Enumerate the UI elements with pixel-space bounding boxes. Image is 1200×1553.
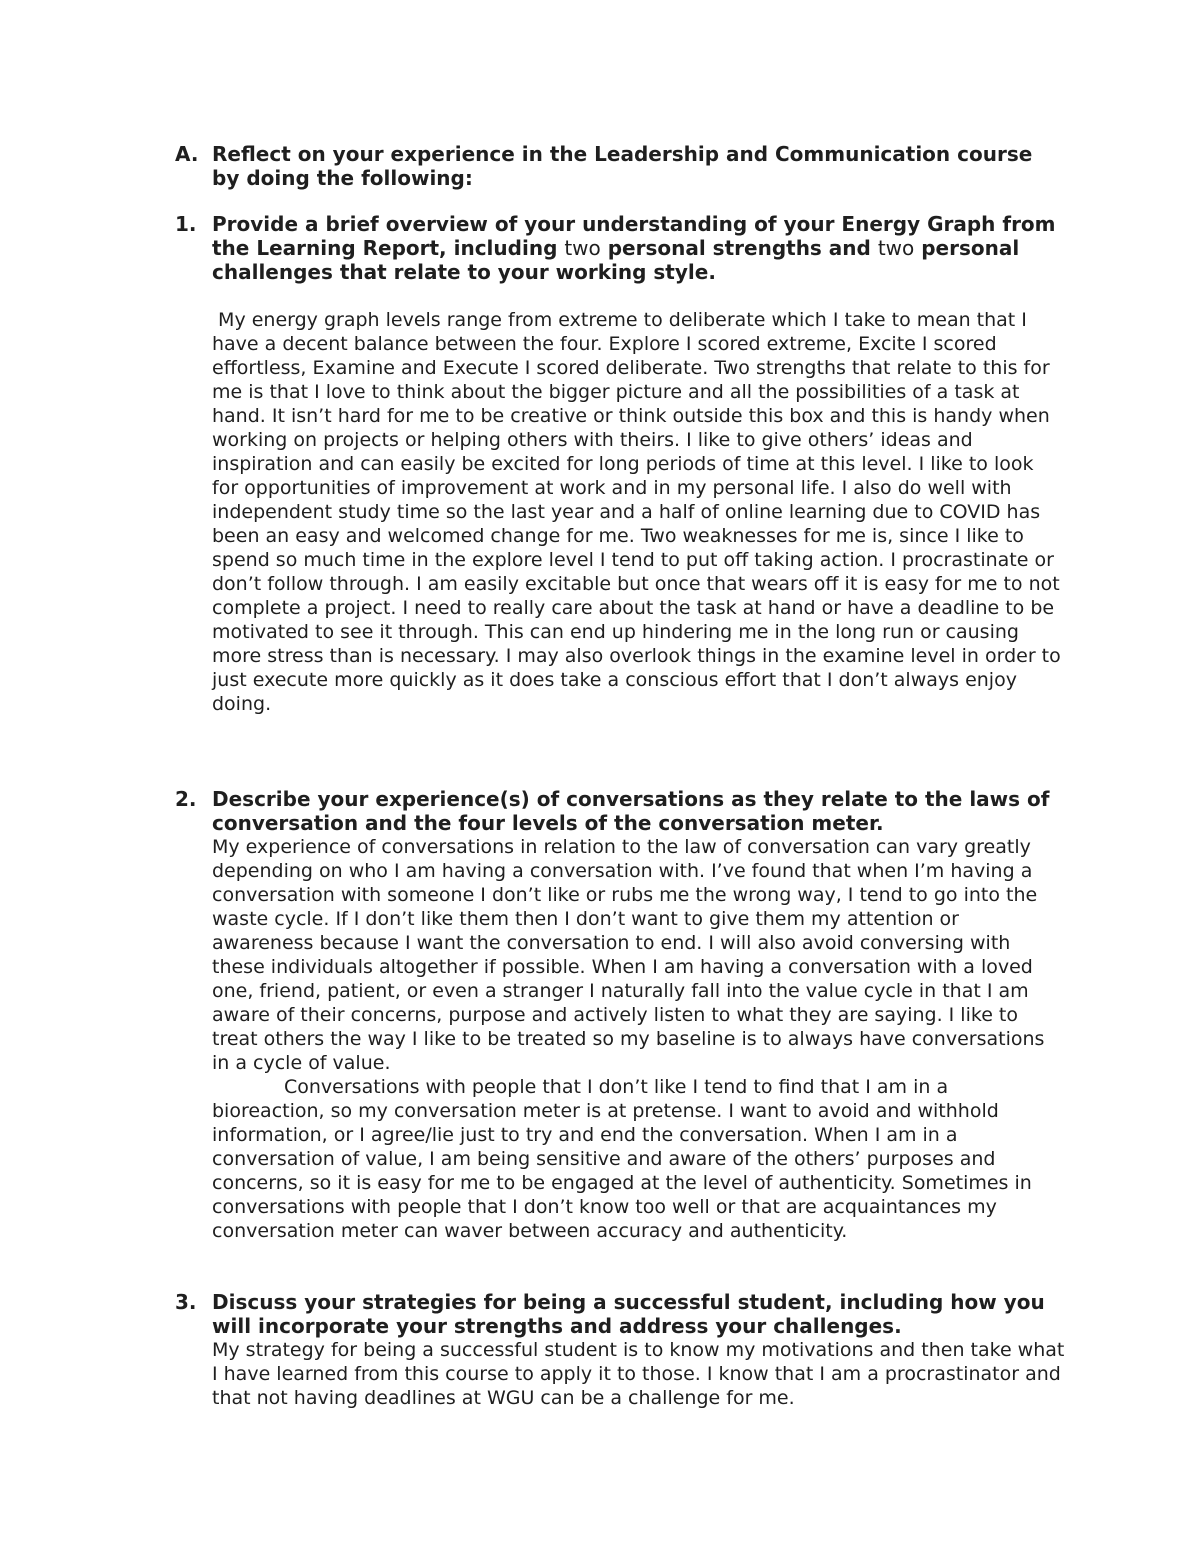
section-a-heading: Reflect on your experience in the Leadership and Communication course by doing the following: <box>212 142 1033 190</box>
question-1-marker: 1. <box>175 212 197 236</box>
question-2 <box>175 787 1065 1243</box>
question-3 <box>175 1290 1065 1410</box>
question-3-heading: Discuss your strategies for being a successful student, including how you will incorporate your strengths and address your challenges. <box>212 1290 1045 1338</box>
question-1 <box>175 212 1065 716</box>
question-1-heading-part1: Provide a brief overview of your understanding of your Energy Graph from the Learning Report, including <box>212 212 1056 260</box>
question-2-heading: Describe your experience(s) of conversations as they relate to the laws of conversation and the four levels of the conversation meter. <box>212 787 1050 835</box>
question-1-heading-part3: personal challenges that relate to your working style. <box>212 236 1020 284</box>
question-2-marker: 2. <box>175 787 197 811</box>
question-1-heading-part2: personal strengths and <box>600 236 878 260</box>
question-2-answer-p1: My experience of conversations in relation to the law of conversation can vary greatly depending on who I am having a conversation with. I’ve found that when I’m having a conversation with someone I don’t like or rubs me the wrong way, I tend to go into the waste cycle. If I don’t like them then I don’t want to give them my attention or awareness because I want the conversation to end. I will also avoid conversing with these individuals altogether if possible. When I am having a conversation with a loved one, friend, patient, or even a stranger I naturally fall into the value cycle in that I am aware of their concerns, purpose and actively listen to what they are saying. I like to treat others the way I like to be treated so my baseline is to always have conversations in a cycle of value. <box>212 836 1045 1074</box>
question-1-heading-two-b: two <box>877 236 915 260</box>
question-1-heading <box>212 212 1065 284</box>
question-3-answer: My strategy for being a successful student is to know my motivations and then take what I have learned from this course to apply it to those. I know that I am a procrastinator and that not having deadlines at WGU can be a challenge for me. <box>212 1339 1065 1409</box>
question-1-answer: My energy graph levels range from extreme to deliberate which I take to mean that I have a decent balance between the four. Explore I scored extreme, Excite I scored effortless, Examine and Execute I scored deliberate. Two strengths that relate to this for me is that I love to think about the bigger picture and all the possibilities of a task at hand. It isn’t hard for me to be creative or think outside this box and this is handy when working on projects or helping others with theirs. I like to give others’ ideas and inspiration and can easily be excited for long periods of time at this level. I like to look for opportunities of improvement at work and in my personal life. I also do well with independent study time so the last year and a half of online learning due to COVID has been an easy and welcomed change for me. Two weaknesses for me is, since I like to spend so much time in the explore level I tend to put off taking action. I procrastinate or don’t follow through. I am easily excitable but once that wears off it is easy for me to not complete a project. I need to really care about the task at hand or have a deadline to be motivated to see it through. This can end up hindering me in the long run or causing more stress than is necessary. I may also overlook things in the examine level in order to just execute more quickly as it does take a conscious effort that I don’t always enjoy doing. <box>212 309 1067 715</box>
question-3-marker: 3. <box>175 1290 197 1314</box>
section-a <box>175 142 1065 190</box>
section-a-marker: A. <box>175 142 199 166</box>
question-1-heading-two-a: two <box>564 236 601 260</box>
question-2-answer-p2: Conversations with people that I don’t like I tend to find that I am in a bioreaction, so my conversation meter is at pretense. I want to avoid and withhold information, or I agree/lie just to try and end the conversation. When I am in a conversation of value, I am being sensitive and aware of the others’ purposes and concerns, so it is easy for me to be engaged at the level of authenticity. Sometimes in conversations with people that I don’t know too well or that are acquaintances my conversation meter can waver between accuracy and authenticity. <box>212 1076 1032 1242</box>
